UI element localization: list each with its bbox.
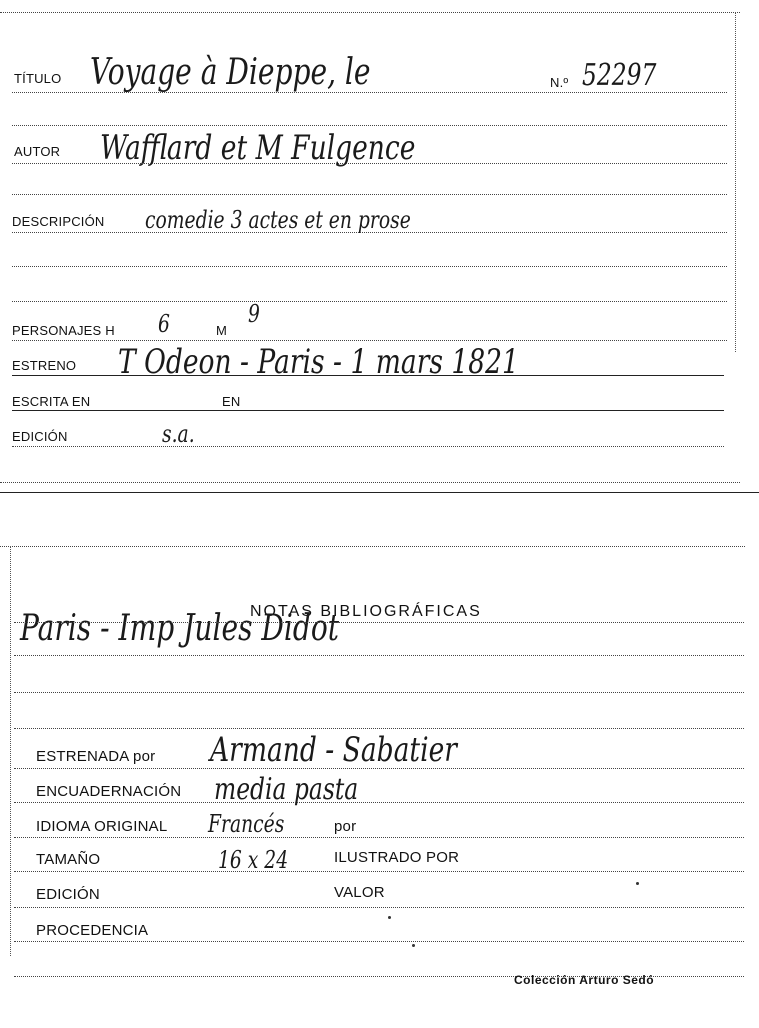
blank-line-3 <box>12 266 727 267</box>
tamano-line <box>14 871 744 872</box>
blank-line-4 <box>12 301 727 302</box>
tamano-label: TAMAÑO <box>36 851 101 868</box>
autor-value: Wafflard et M Fulgence <box>100 128 416 168</box>
estreno-label: ESTRENO <box>12 358 77 373</box>
descripcion-value: comedie 3 actes et en prose <box>145 206 411 234</box>
personajes-m-label: M <box>216 323 228 338</box>
procedencia-label: PROCEDENCIA <box>36 922 149 939</box>
edicion-line <box>12 446 724 447</box>
notas-line-4 <box>14 728 744 729</box>
edicion-bottom-line <box>14 907 744 908</box>
catalog-card-bottom <box>0 540 759 1028</box>
idioma-value: Francés <box>208 810 285 838</box>
idioma-line <box>14 837 744 838</box>
idioma-por-label: por <box>334 818 357 835</box>
estrenada-label: ESTRENADA por <box>36 748 156 765</box>
personajes-line <box>12 340 727 341</box>
edicion-value: s.a. <box>162 420 195 448</box>
descripcion-line <box>12 232 727 233</box>
numero-value: 52297 <box>582 58 657 93</box>
card-top-bottom-line <box>0 482 740 483</box>
collection-stamp: Colección Arturo Sedó <box>514 973 655 987</box>
escrita-en-label: EN <box>222 394 241 409</box>
notas-heading: NOTAS BIBLIOGRÁFICAS <box>250 603 482 620</box>
edicion-bottom-label: EDICIÓN <box>36 886 100 903</box>
personajes-h-value: 6 <box>158 310 170 338</box>
card-top-border <box>0 12 740 13</box>
ink-speck <box>636 882 639 885</box>
escrita-line <box>12 410 724 411</box>
autor-line <box>12 163 727 164</box>
card-separator <box>0 492 759 493</box>
estreno-value: T Odeon - Paris - 1 mars 1821 <box>118 342 519 382</box>
card-bottom-top-border <box>0 546 745 547</box>
idioma-label: IDIOMA ORIGINAL <box>36 818 168 835</box>
tamano-value: 16 x 24 <box>218 846 289 874</box>
encuadernacion-line <box>14 802 744 803</box>
notas-line <box>14 622 744 623</box>
encuadernacion-value: media pasta <box>214 772 359 807</box>
estrenada-line <box>14 768 744 769</box>
card-right-edge <box>735 12 736 352</box>
valor-label: VALOR <box>334 884 385 901</box>
blank-line-2 <box>12 194 727 195</box>
blank-line-1 <box>12 125 727 126</box>
notas-value: Paris - Imp Jules Didot <box>20 608 340 649</box>
procedencia-line <box>14 941 744 942</box>
catalog-card-top <box>0 0 759 495</box>
notas-line-3 <box>14 692 744 693</box>
numero-label: N.º <box>550 75 569 90</box>
estreno-line <box>12 375 724 376</box>
card-bottom-left-edge <box>10 546 11 956</box>
notas-line-2 <box>14 655 744 656</box>
autor-label: AUTOR <box>14 144 61 159</box>
titulo-line <box>12 92 727 93</box>
ink-speck <box>412 944 415 947</box>
ilustrado-label: ILUSTRADO POR <box>334 849 460 866</box>
titulo-value: Voyage à Dieppe, le <box>90 52 371 93</box>
personajes-label: PERSONAJES H <box>12 323 115 338</box>
descripcion-label: DESCRIPCIÓN <box>12 214 105 229</box>
edicion-label: EDICIÓN <box>12 429 68 444</box>
personajes-m-value: 9 <box>248 300 260 328</box>
estrenada-value: Armand - Sabatier <box>210 730 457 770</box>
ink-speck <box>388 916 391 919</box>
titulo-label: TÍTULO <box>14 71 62 86</box>
escrita-label: ESCRITA EN <box>12 394 91 409</box>
encuadernacion-label: ENCUADERNACIÓN <box>36 783 182 800</box>
